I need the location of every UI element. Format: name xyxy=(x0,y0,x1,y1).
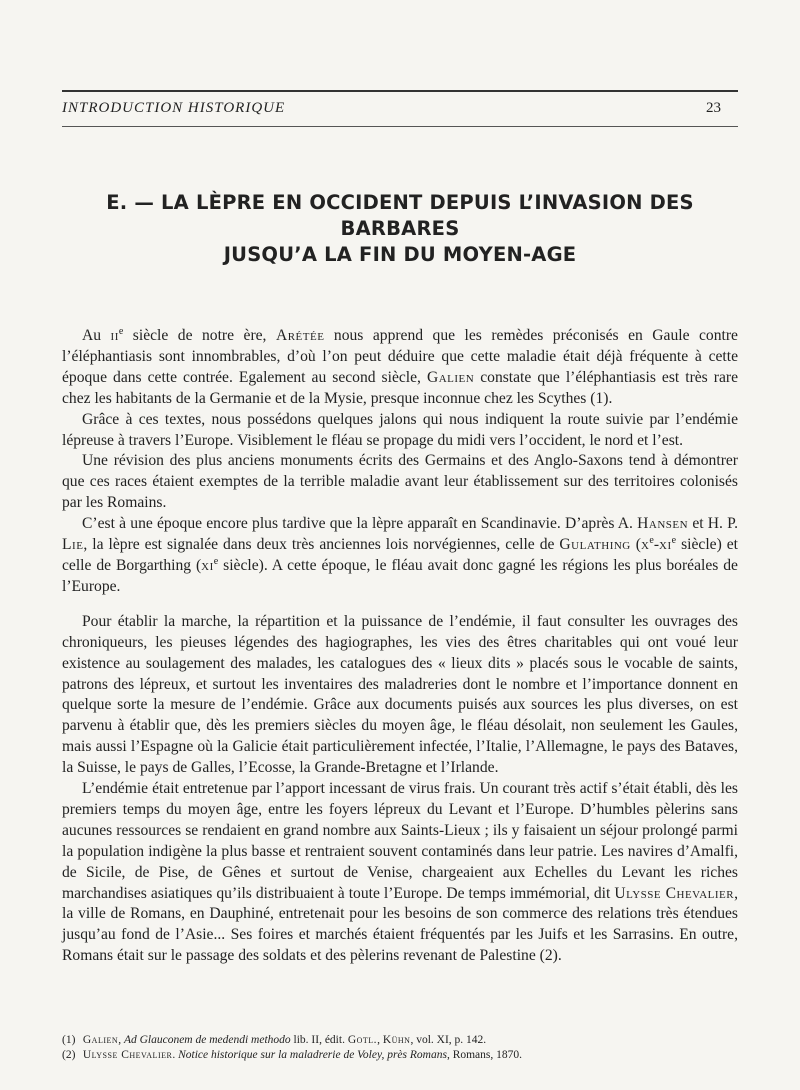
running-title: INTRODUCTION HISTORIQUE xyxy=(62,100,286,116)
footnote-1: (1) Galien, Ad Glauconem de medendi methodo lib. II, édit. Gotl., Kühn, vol. XI, p. 142. xyxy=(62,1034,487,1046)
paragraph-6: L’endémie était entretenue par l’apport incessant de virus frais. Un courant très actif s’était établi, dès les premiers temps du moyen âge, entre les foyers lépreux du Levant et l’Europe. D’humbles pèlerins sans aucunes ressources se rendaient en grand nombre aux Saints-Lieux ; ils y faisaient un séjour prolongé parmi la population indigène la plus basse et rentraient souvent contaminés dans leur patrie. Les navires d’Amalfi, de Sicile, de Pise, de Gênes et surtout de Venise, chargeaient aux Echelles du Levant les riches marchandises asiatiques qu’ils distribuaient à toute l’Europe. De temps immémorial, dit Ulysse Chevalier, la ville de Romans, en Dauphiné, entretenait pour les besoins de son commerce des relations très étendues jusqu’au fond de l’Asie... Ses foires et marchés étaient fréquentés par les Juifs et les Sarrasins. En outre, Romans était sur le passage des soldats et des pèlerins revenant de Palestine (2). xyxy=(62,780,738,965)
section-title-line-1: E. — LA LÈPRE EN OCCIDENT DEPUIS L’INVASION DES BARBARES xyxy=(106,191,694,240)
header-rule-top xyxy=(62,90,738,92)
header-rule-bottom xyxy=(62,126,738,127)
author-name: Lie xyxy=(62,536,84,554)
page-number: 23 xyxy=(706,100,721,116)
law-name: Gulathing xyxy=(559,536,631,554)
paragraph-4: C’est à une époque encore plus tardive que la lèpre apparaît en Scandinavie. D’après A. Hansen et H. P. Lie, la lèpre est signalée dans deux très anciennes lois norvégiennes, celle de Gulathing ($x^e-xi^e$ siècle) et celle de Borgarthing ($xi^e$ siècle). A cette époque, le fléau avait donc gagné les régions les plus boréales de l’Europe. xyxy=(62,515,739,595)
footnote-2: (2) Ulysse Chevalier. Notice historique sur la maladrerie de Voley, près Romans, Romans, 1870. xyxy=(62,1049,523,1061)
paragraph-2: Grâce à ces textes, nous possédons quelques jalons qui nous indiquent la route suivie par l’endémie lépreuse à travers l’Europe. Visiblement le fléau se propage du midi vers l’occident, le nord et l’est. xyxy=(62,410,738,449)
paragraph-3: Une révision des plus anciens monuments écrits des Germains et des Anglo-Saxons tend à démontrer que ces races étaient exemptes de la terrible maladie avant leur établissement sur des territoires colonisés par les Romains. xyxy=(62,452,738,512)
paragraph-1: Au $ii^e$ siècle de notre ère, Arétée nous apprend que les remèdes préconisés en Gaule contre l’éléphantiasis sont innombrables, d’où l’on peut déduire que cette maladie était déjà fréquente à cette époque dans cette contrée. Egalement au second siècle, Galien constate que l’éléphantiasis est très rare chez les habitants de la Germanie et de la Mysie, presque inconnue chez les Scythes (1). xyxy=(62,325,738,407)
section-title-line-2: JUSQU’A LA FIN DU MOYEN-AGE xyxy=(223,243,577,266)
paragraph-5: Pour établir la marche, la répartition et la puissance de l’endémie, il faut consulter les ouvrages des chroniqueurs, les pieuses légendes des hagiographes, les vies des êtres charitables qui ont voué leur existence au soulagement des malades, les catalogues des « lieux dits » placés sous le vocable de saints, patrons des lépreux, et surtout les inventaires des maladreries dont le nombre et l’importance donnent en quelque sorte la mesure de l’endémie. Grâce aux documents puisés aux sources les plus diverses, on est parvenu à établir que, dès les premiers siècles du moyen âge, le fléau désolait, non seulement les Gaules, mais aussi l’Espagne où la Galicie était particulièrement infectée, l’Italie, l’Allemagne, le pays des Bataves, la Suisse, le pays de Galles, l’Ecosse, la Grande-Bretagne et l’Irlande. xyxy=(62,612,738,777)
section-title xyxy=(62,190,738,268)
author-name: Galien xyxy=(426,368,475,386)
author-name: Ulysse Chevalier xyxy=(614,884,735,902)
footnotes xyxy=(62,1033,738,1063)
author-name: Hansen xyxy=(637,515,689,533)
body-text xyxy=(62,326,738,967)
author-name: Arétée xyxy=(275,327,325,344)
